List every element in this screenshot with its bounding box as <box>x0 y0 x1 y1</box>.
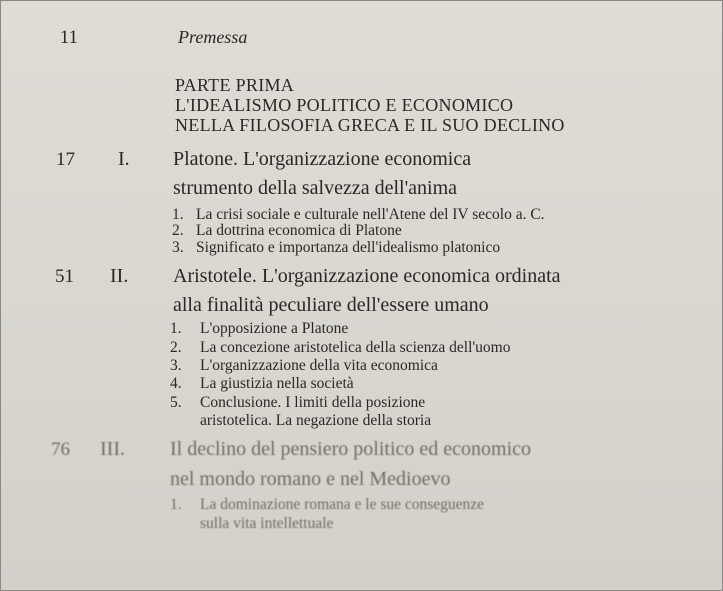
part-title-line-2: NELLA FILOSOFIA GRECA E IL SUO DECLINO <box>175 115 565 135</box>
chapter-3-page-number: 76 <box>51 439 70 460</box>
chapter-3-section-1-title: La dominazione romana e le sue conseguenze <box>200 496 485 513</box>
chapter-1-title-line-1: Platone. L'organizzazione economica <box>173 148 472 170</box>
chapter-1-numeral: I. <box>118 148 130 170</box>
chapter-2-section-4-title: La giustizia nella società <box>200 375 354 392</box>
chapter-3-section-1-number: 1. <box>170 496 182 513</box>
chapter-3-numeral: III. <box>100 438 125 460</box>
chapter-2-section-5-number: 5. <box>170 394 182 411</box>
chapter-1-title-line-2: strumento della salvezza dell'anima <box>173 177 458 199</box>
chapter-2-page-number: 51 <box>55 266 74 287</box>
chapter-3-title-line-1: Il declino del pensiero politico ed economico <box>170 438 531 460</box>
chapter-2-title-line-1: Aristotele. L'organizzazione economica ordinata <box>173 265 561 287</box>
chapter-2-section-1-title: L'opposizione a Platone <box>200 320 349 337</box>
chapter-2-section-3-title: L'organizzazione della vita economica <box>200 357 438 374</box>
chapter-2-section-1-number: 1. <box>170 320 182 337</box>
chapter-1-section-2-number: 2. <box>172 222 184 239</box>
part-label: PARTE PRIMA <box>175 75 295 95</box>
premessa-title: Premessa <box>178 27 248 47</box>
chapter-2-section-3-number: 3. <box>170 357 182 374</box>
chapter-2-numeral: II. <box>110 265 129 287</box>
part-title-line-1: L'IDEALISMO POLITICO E ECONOMICO <box>175 95 514 115</box>
chapter-1-section-1-title: La crisi sociale e culturale nell'Atene del IV secolo a. C. <box>196 206 545 223</box>
premessa-page-number: 11 <box>59 27 78 48</box>
chapter-1-section-3-number: 3. <box>172 239 184 256</box>
chapter-3-section-1-title-cont: sulla vita intellettuale <box>200 515 334 532</box>
chapter-2-section-4-number: 4. <box>170 375 182 392</box>
chapter-2-section-5-title-cont: aristotelica. La negazione della storia <box>200 412 432 429</box>
chapter-1-section-1-number: 1. <box>172 206 184 223</box>
chapter-1-page-number: 17 <box>56 149 75 170</box>
chapter-2-section-5-title: Conclusione. I limiti della posizione <box>200 394 426 411</box>
chapter-1-section-3-title: Significato e importanza dell'idealismo platonico <box>196 239 501 256</box>
chapter-2-title-line-2: alla finalità peculiare dell'essere umano <box>173 294 489 316</box>
chapter-2-section-2-number: 2. <box>170 339 182 356</box>
chapter-2-section-2-title: La concezione aristotelica della scienza dell'uomo <box>200 339 511 356</box>
chapter-1-section-2-title: La dottrina economica di Platone <box>196 222 402 239</box>
chapter-3-title-line-2: nel mondo romano e nel Medioevo <box>170 468 451 490</box>
